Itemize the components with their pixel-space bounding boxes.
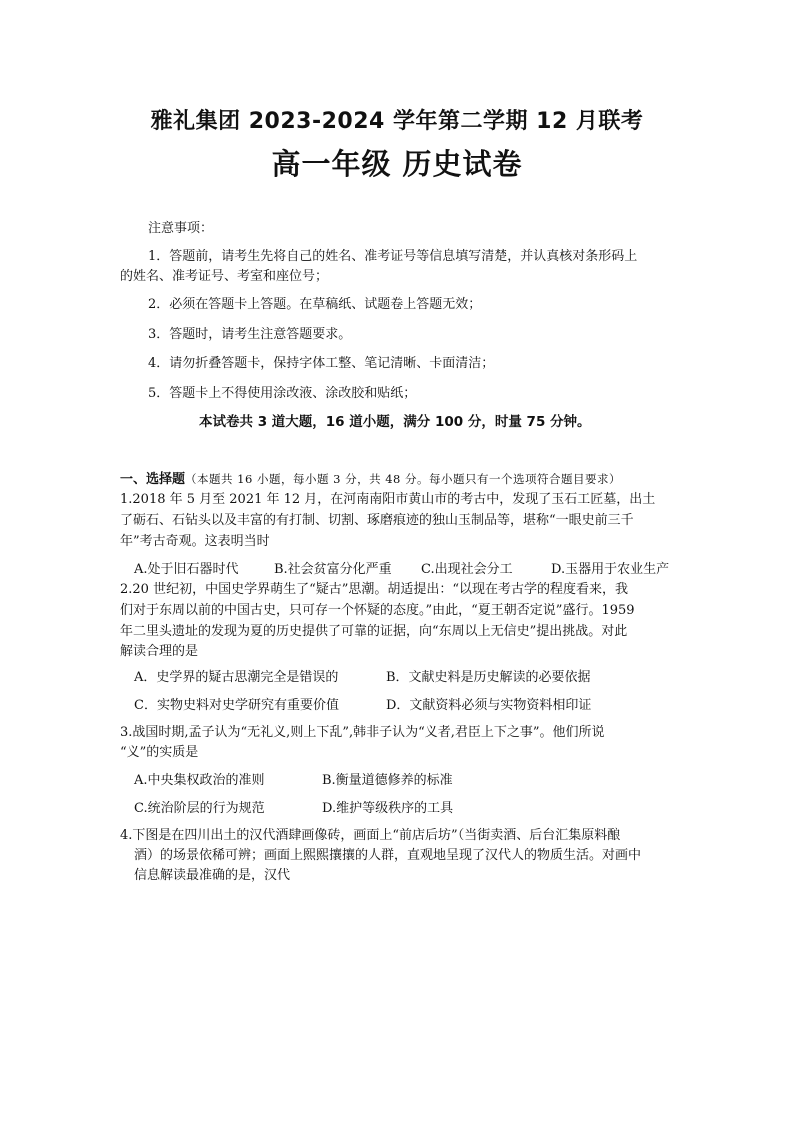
q4-stem-line1: 4.下图是在四川出土的汉代酒肆画像砖，画面上“前店后坊”（当街卖酒、后台汇集原料酿: [120, 828, 621, 843]
q2-stem-line2: 们对于东周以前的中国古史，只可存一个怀疑的态度。”由此，“夏王朝否定说”盛行。1959: [120, 603, 635, 618]
exam-subtitle: 高一年级 历史试卷: [271, 147, 523, 181]
q3-option-a: A.中央集权政治的准则: [134, 773, 265, 788]
q2-option-a: A．史学界的疑古思潮完全是错误的: [134, 670, 339, 685]
q3-stem-line2: “义”的实质是: [120, 745, 199, 760]
q4-stem-line2: 酒）的场景依稀可辨；画面上熙熙攘攘的人群，直观地呈现了汉代人的物质生活。对画中: [134, 848, 642, 863]
q2-stem-line1: 2.20 世纪初，中国史学界萌生了“疑古”思潮。胡适提出：“以现在考古学的程度看来，我: [120, 582, 629, 597]
exam-title: 雅礼集团 2023-2024 学年第二学期 12 月联考: [150, 109, 644, 134]
q1-stem-line1: 1.2018 年 5 月至 2021 年 12 月，在河南南阳市黄山市的考古中，发现了玉石工匠墓，出土: [120, 492, 656, 507]
notice-item-2: 2．必须在答题卡上答题。在草稿纸、试题卷上答题无效；: [148, 297, 482, 312]
notice-item-4: 4．请勿折叠答题卡，保持字体工整、笔记清晰、卡面清洁；: [148, 356, 495, 371]
section-1-note: （本题共 16 小题，每小题 3 分，共 48 分。每小题只有一个选项符合题目要求）: [185, 472, 622, 486]
notice-heading: 注意事项：: [148, 221, 214, 236]
notice-item-3: 3．答题时，请考生注意答题要求。: [148, 327, 352, 342]
q2-option-c: C．实物史料对史学研究有重要价值: [134, 698, 339, 713]
q1-option-b: B.社会贫富分化严重: [274, 562, 392, 577]
q2-stem-line4: 解读合理的是: [120, 644, 199, 659]
exam-summary: 本试卷共 3 道大题，16 道小题，满分 100 分，时量 75 分钟。: [199, 414, 591, 430]
notice-item-1: 1．答题前，请考生先将自己的姓名、准考证号等信息填写清楚，并认真核对条形码上: [148, 249, 638, 264]
q1-stem-line3: 年”考古奇观。这表明当时: [120, 534, 270, 549]
q3-option-b: B.衡量道德修养的标准: [322, 773, 453, 788]
q2-stem-line3: 年二里头遗址的发现为夏的历史提供了可靠的证据，向“东周以上无信史”提出挑战。对此: [120, 624, 628, 639]
q1-option-c: C.出现社会分工: [421, 562, 513, 577]
q3-stem-line1: 3.战国时期,孟子认为“无礼义,则上下乱”,韩非子认为“义者,君臣上下之事”。他们所说: [120, 725, 605, 740]
q1-option-d: D.玉器用于农业生产: [551, 562, 670, 577]
q1-stem-line2: 了砺石、石钻头以及丰富的有打制、切割、琢磨痕迹的独山玉制品等，堪称“一眼史前三千: [120, 513, 634, 528]
q1-option-a: A.处于旧石器时代: [134, 562, 239, 577]
q4-stem-line3: 信息解读最准确的是，汉代: [134, 868, 291, 883]
notice-item-1-cont: 的姓名、准考证号、考室和座位号；: [120, 269, 329, 284]
notice-item-5: 5．答题卡上不得使用涂改液、涂改胶和贴纸；: [148, 386, 417, 401]
section-1-title: 一、选择题: [120, 472, 186, 487]
q2-option-b: B．文献史料是历史解读的必要依据: [386, 670, 591, 685]
section-1-header: [120, 470, 621, 489]
q3-option-d: D.维护等级秩序的工具: [322, 801, 454, 816]
q3-option-c: C.统治阶层的行为规范: [134, 801, 265, 816]
q2-option-d: D．文献资料必须与实物资料相印证: [386, 698, 592, 713]
